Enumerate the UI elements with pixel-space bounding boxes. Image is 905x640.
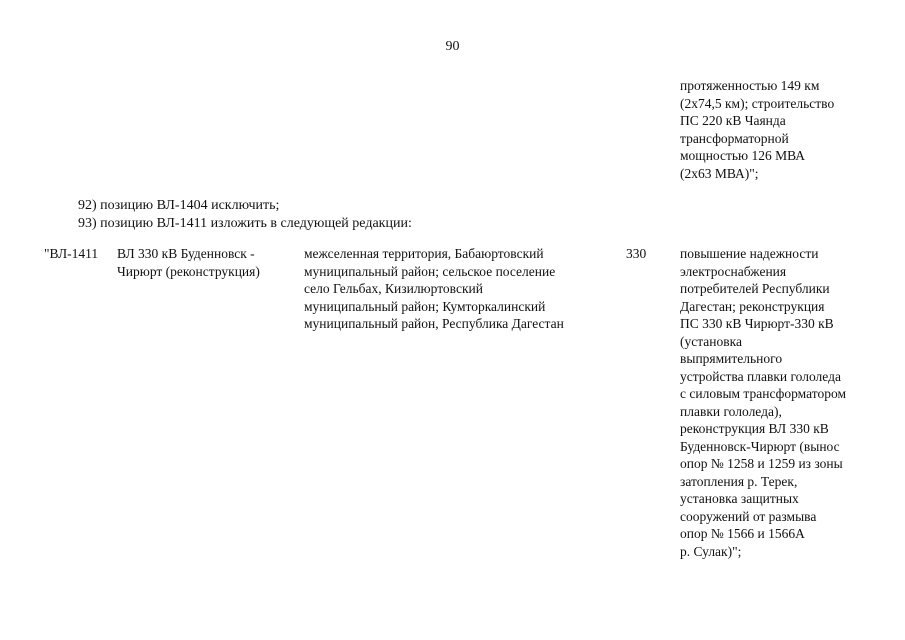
text-line: село Гельбах, Кизилюртовский [304,281,483,296]
text-line: протяженностью 149 км [680,78,820,93]
text-line: опор № 1566 и 1566А [680,526,805,541]
text-line: муниципальный район; Кумторкалинский [304,298,546,314]
text-line: установка защитных [680,491,799,506]
text-line: (2х74,5 км); строительство [680,95,835,111]
previous-entry-purpose [680,77,890,182]
text-line: муниципальный район, Республика Дагестан [304,316,564,331]
entry-code: "ВЛ-1411 [44,246,99,261]
text-line: межселенная территория, Бабаюртовский [304,246,544,261]
entry-purpose [680,245,890,560]
instruction-93: 93) позицию ВЛ-1411 изложить в следующей редакции: [78,216,412,231]
text-line: Дагестан; реконструкция [680,298,825,314]
text-line: сооружений от размыва [680,508,817,524]
text-line: с силовым трансформатором [680,386,847,401]
text-line: ПС 220 кВ Чаянда [680,113,786,128]
text-line: реконструкция ВЛ 330 кВ [680,421,829,436]
text-line: Чирюрт (реконструкция) [117,263,260,279]
text-line: повышение надежности [680,246,819,261]
entry-voltage: 330 [626,246,647,261]
text-line: ВЛ 330 кВ Буденновск - [117,246,255,261]
text-line: опор № 1258 и 1259 из зоны [680,456,843,471]
instruction-92: 92) позицию ВЛ-1404 исключить; [78,198,280,213]
text-line: электроснабжения [680,263,787,279]
text-line: устройства плавки гололеда [680,368,841,384]
entry-name [117,245,297,280]
text-line: выпрямительного [680,351,783,366]
page-number: 90 [445,39,460,54]
text-line: р. Сулак)"; [680,543,742,559]
text-line: мощностью 126 МВА [680,148,806,163]
text-line: (установка [680,333,742,349]
text-line: потребителей Республики [680,281,830,296]
text-line: трансформаторной [680,130,789,146]
text-line: затопления р. Терек, [680,473,798,489]
text-line: плавки гололеда), [680,403,782,419]
entry-territory [304,245,614,333]
text-line: муниципальный район; сельское поселение [304,263,556,279]
text-line: (2х63 МВА)"; [680,165,759,181]
text-line: ПС 330 кВ Чирюрт-330 кВ [680,316,834,331]
text-line: Буденновск-Чирюрт (вынос [680,438,840,454]
